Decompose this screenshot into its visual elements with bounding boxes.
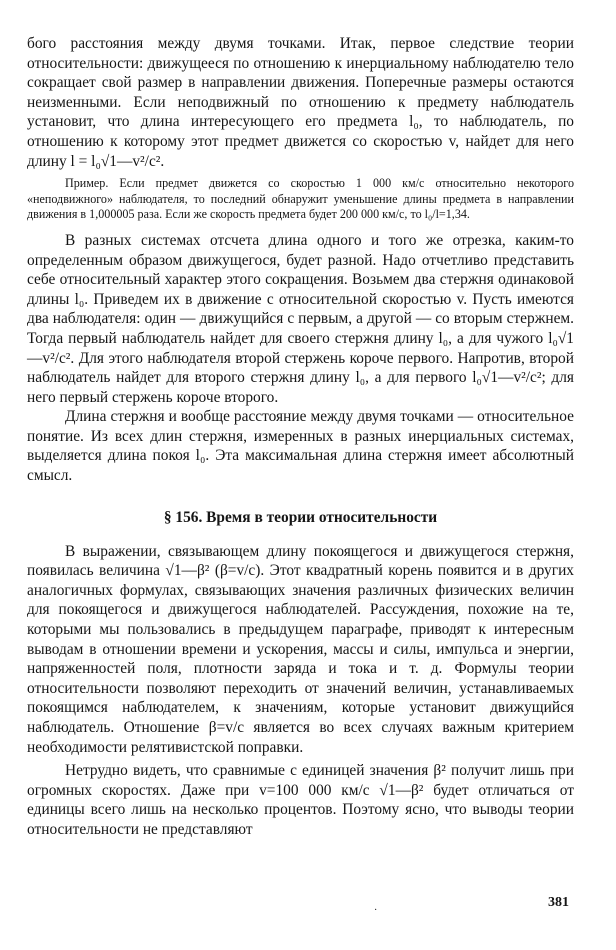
paragraph-relative-length: В разных системах отсчета длина одного и того же отрезка, каким-то определенным образом движущегося, будет разной. Надо отчетливо представить себе относительный характер этого сокращения. Возьмем два стержня одинаковой длины l₀. Приведем их в движение с относительной скоростью v. Пусть имеются два наблюдателя: один — движущийся с первым, а другой — со вторым стержнем. Тогда первый наблюдатель найдет для своего стержня длину l₀, а для чужого l₀√1—v²/c². Для этого наблюдателя второй стержень короче первого. Напротив, второй наблюдатель найдет для второго стержня длину l₀, а для первого l₀√1—v²/c²; для него первый стержень короче второго. [27, 231, 574, 406]
paragraph-rest-length: Длина стержня и вообще расстояние между двумя точками — относительное понятие. Из всех длин стержня, измеренных в разных инерциальных системах, выделяется длина покоя l₀. Эта максимальная длина стержня имеет абсолютный смысл. [27, 408, 574, 485]
page-content [27, 34, 574, 840]
page-number: 381 [548, 895, 569, 910]
section-heading: § 156. Время в теории относительности [163, 508, 438, 526]
paragraph-continuation: бого расстояния между двумя точками. Итак, первое следствие теории относительности: движущееся по отношению к инерциальному наблюдателю тело сокращает свой размер в направлении движения. Поперечные размеры остаются неизменными. Если неподвижный по отношению к предмету наблюдатель установит, что длина интересующего его предмета l₀, то наблюдатель, по отношению к которому этот предмет движется со скоростью v, найдет для него длину l = l₀√1—v²/c². [27, 35, 574, 170]
paragraph-time-intro: В выражении, связывающем длину покоящегося и движущегося стержня, появилась величина √1—β² (β=v/c). Этот квадратный корень появится и в других аналогичных формулах, связывающих значения различных физических величин для покоящегося и движущегося наблюдателей. Рассуждения, похожие на те, которыми мы пользовались в предыдущем параграфе, приводят к интересным выводам в отношении времени и ускорения, массы и силы, импульса и энергии, напряженностей поля, плотности заряда и тока и т. д. Формулы теории относительности позволяют переходить от значений величин, устанавливаемых покоящимся наблюдателем, к значениям, которые установит движущийся наблюдатель. Отношение β=v/c является во всех случаях важным критерием необходимости релятивистской поправки. [27, 542, 574, 756]
print-speck: · [374, 905, 378, 916]
example-note: Пример. Если предмет движется со скоростью 1 000 км/с относительно некоторого «неподвижного» наблюдателя, то последний обнаружит уменьшение длины предмета в направлении движения в 1,000005 раза. Если же скорость предмета будет 200 000 км/с, то l₀/l=1,34. [27, 176, 574, 222]
paragraph-beta-values: Нетрудно видеть, что сравнимые с единицей значения β² получит лишь при огромных скоростях. Даже при v=100 000 км/с √1—β² будет отличаться от единицы всего лишь на несколько процентов. Поэтому ясно, что выводы теории относительности не представляют [27, 762, 574, 838]
